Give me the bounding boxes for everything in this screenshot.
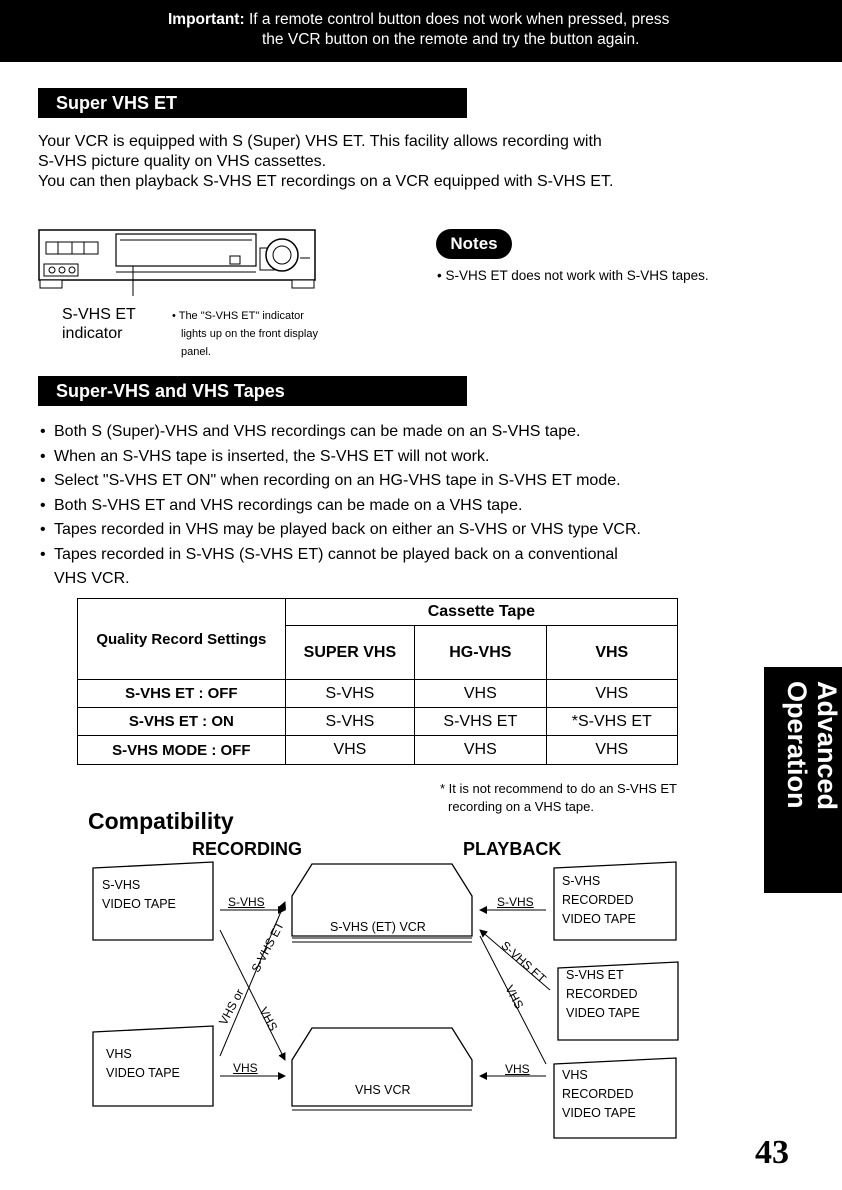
list-item: • When an S-VHS tape is inserted, the S-VHS ET will not work.	[40, 445, 760, 470]
table-cell: VHS	[415, 680, 546, 708]
notes-item: • S-VHS ET does not work with S-VHS tapes.	[437, 268, 709, 283]
recording-heading: RECORDING	[192, 839, 303, 859]
table-cell: VHS	[546, 680, 677, 708]
compatibility-title: Compatibility	[88, 808, 234, 834]
table-row	[78, 680, 678, 708]
advanced-operation-side-tab: Advanced Operation	[764, 667, 842, 893]
important-line-2: the VCR button on the remote and try the button again.	[262, 31, 640, 48]
table-cell: S-VHS	[285, 708, 414, 736]
table-cell: VHS	[285, 736, 414, 765]
super-vhs-et-paragraph: Your VCR is equipped with S (Super) VHS ET. This facility allows recording with S-VHS picture quality on VHS cassettes. You can then playback S-VHS ET recordings on a VCR equipped with S-VHS ET.	[38, 133, 614, 190]
pb-arrow-label-vhs-diag: VHS	[502, 982, 527, 1012]
vhs-vcr-label: VHS VCR	[355, 1083, 411, 1097]
important-line-1: Important: If a remote control button does not work when pressed, press	[168, 11, 670, 28]
row-header: S-VHS ET : OFF	[78, 680, 286, 708]
section-title-tapes: Super-VHS and VHS Tapes	[38, 376, 467, 406]
list-item-continuation: VHS VCR.	[54, 570, 130, 587]
row-header: S-VHS MODE : OFF	[78, 736, 286, 765]
svhs-et-vcr-label: S-VHS (ET) VCR	[330, 920, 426, 934]
list-item: • Tapes recorded in S-VHS (S-VHS ET) cannot be played back on a conventional	[40, 543, 760, 568]
pb-vhs-label: VHS RECORDED VIDEO TAPE	[562, 1068, 636, 1120]
table-cell: VHS	[415, 736, 546, 765]
pb-arrow-label-svhs: S-VHS	[497, 895, 534, 909]
tapes-bullet-list	[40, 420, 760, 567]
cassette-tape-header: Cassette Tape	[285, 599, 677, 626]
table-cell: S-VHS	[285, 680, 414, 708]
table-cell: VHS	[546, 736, 677, 765]
table-footnote: * It is not recommend to do an S-VHS ET recording on a VHS tape.	[440, 781, 677, 814]
important-banner	[0, 0, 842, 62]
indicator-note: • The "S-VHS ET" indicator lights up on the front display panel.	[172, 310, 318, 358]
vhs-videotape-label: VHS VIDEO TAPE	[106, 1047, 180, 1080]
table-cell: S-VHS ET	[415, 708, 546, 736]
notes-badge: Notes	[436, 229, 512, 259]
page-number: 43	[755, 1134, 789, 1171]
list-item: • Both S-VHS ET and VHS recordings can be made on a VHS tape.	[40, 494, 760, 519]
arrow-label-svhs-et: S-VHS ET	[248, 919, 287, 975]
svhs-et-indicator-label: S-VHS ET indicator	[62, 306, 136, 342]
section-title-super-vhs-et: Super VHS ET	[38, 88, 467, 118]
playback-heading: PLAYBACK	[463, 839, 562, 859]
vcr-front-panel-illustration	[38, 226, 320, 298]
table-row	[78, 736, 678, 765]
arrow-label-svhs: S-VHS	[228, 895, 265, 909]
pb-svhs-label: S-VHS RECORDED VIDEO TAPE	[562, 874, 636, 926]
column-header: HG-VHS	[415, 626, 546, 680]
column-header: SUPER VHS	[285, 626, 414, 680]
pb-svhs-et-label: S-VHS ET RECORDED VIDEO TAPE	[566, 968, 640, 1020]
table-corner-header: Quality Record Settings	[78, 599, 286, 680]
row-header: S-VHS ET : ON	[78, 708, 286, 736]
arrow-label-vhs-diag: VHS	[256, 1004, 281, 1034]
list-item: • Tapes recorded in VHS may be played back on either an S-VHS or VHS type VCR.	[40, 518, 760, 543]
list-item: • Both S (Super)-VHS and VHS recordings can be made on an S-VHS tape.	[40, 420, 760, 445]
arrow-label-vhs-or: VHS or	[216, 986, 247, 1028]
table-cell: *S-VHS ET	[546, 708, 677, 736]
arrow-label-vhs: VHS	[233, 1061, 258, 1075]
list-item: • Select "S-VHS ET ON" when recording on an HG-VHS tape in S-VHS ET mode.	[40, 469, 760, 494]
recording-settings-table	[77, 598, 678, 765]
table-row	[78, 708, 678, 736]
svhs-videotape-label: S-VHS VIDEO TAPE	[102, 878, 176, 911]
pb-arrow-label-svhs-et: S-VHS ET	[498, 938, 549, 986]
pb-arrow-label-vhs: VHS	[505, 1062, 530, 1076]
column-header: VHS	[546, 626, 677, 680]
